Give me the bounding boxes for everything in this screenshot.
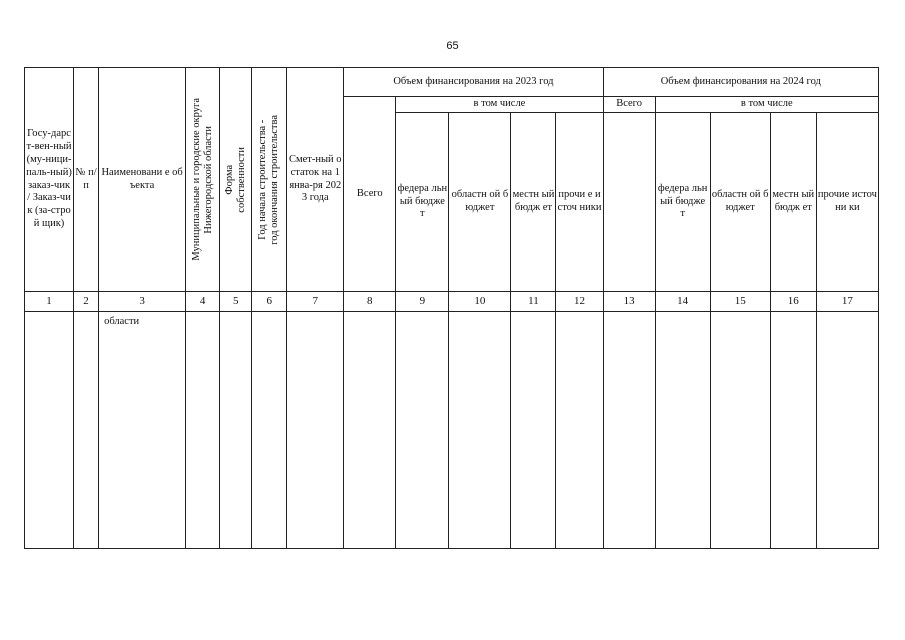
header-financing-2024: Объем финансирования на 2024 год	[603, 68, 878, 97]
table-cell	[220, 312, 252, 549]
header-other-2023: прочи е источ ники	[556, 113, 603, 292]
table-cell-object-name: области	[99, 312, 186, 549]
column-number: 6	[252, 292, 287, 312]
header-financing-2023: Объем финансирования на 2023 год	[344, 68, 603, 97]
table-cell	[556, 312, 603, 549]
header-total-2024: Всего	[603, 97, 655, 113]
header-estimated-balance: Смет-ный остаток на 1 янва-ря 2023 года	[287, 68, 344, 292]
header-construction-years: Год начала строительства - год окончания строительства	[252, 68, 287, 292]
column-number: 3	[99, 292, 186, 312]
table-cell	[396, 312, 449, 549]
column-number: 4	[186, 292, 220, 312]
column-number: 11	[511, 292, 556, 312]
table-cell	[511, 312, 556, 549]
column-numbers-row	[25, 292, 879, 312]
column-number: 14	[655, 292, 710, 312]
column-number: 2	[74, 292, 99, 312]
header-including-2023: в том числе	[396, 97, 603, 113]
header-ownership-form: Форма собственности	[220, 68, 252, 292]
header-total-2024-blank	[603, 113, 655, 292]
header-row-1	[25, 68, 879, 97]
table-cell	[770, 312, 816, 549]
table-cell	[252, 312, 287, 549]
financing-table	[24, 67, 879, 549]
table-row	[25, 312, 879, 549]
table-cell	[816, 312, 878, 549]
table-cell	[25, 312, 74, 549]
header-including-2024: в том числе	[655, 97, 878, 113]
column-number: 8	[344, 292, 396, 312]
column-number: 13	[603, 292, 655, 312]
header-municipal-districts: Муниципальные и городские округа Нижегородской области	[186, 68, 220, 292]
table-cell	[186, 312, 220, 549]
column-number: 5	[220, 292, 252, 312]
header-federal-2023: федера льный бюдже т	[396, 113, 449, 292]
header-number: № п/п	[74, 68, 99, 292]
table-cell	[74, 312, 99, 549]
table-cell	[603, 312, 655, 549]
column-number: 10	[449, 292, 511, 312]
table-cell	[655, 312, 710, 549]
header-other-2024: прочие источни ки	[816, 113, 878, 292]
header-local-2024: местн ый бюдж ет	[770, 113, 816, 292]
header-object-name: Наименовани е объекта	[99, 68, 186, 292]
column-number: 15	[710, 292, 770, 312]
header-federal-2024: федера льный бюдже т	[655, 113, 710, 292]
column-number: 7	[287, 292, 344, 312]
header-total-2023: Всего	[344, 97, 396, 292]
page-number: 65	[446, 40, 459, 52]
table-cell	[710, 312, 770, 549]
column-number: 16	[770, 292, 816, 312]
table-cell	[449, 312, 511, 549]
header-local-2023: местн ый бюдж ет	[511, 113, 556, 292]
column-number: 12	[556, 292, 603, 312]
header-customer: Госу-дарст-вен-ный (му-ници-паль-ный) заказ-чик / Заказ-чик (за-строй щик)	[25, 68, 74, 292]
table-cell	[287, 312, 344, 549]
header-regional-2024: областн ой бюджет	[710, 113, 770, 292]
column-number: 1	[25, 292, 74, 312]
column-number: 17	[816, 292, 878, 312]
table-cell	[344, 312, 396, 549]
header-regional-2023: областн ой бюджет	[449, 113, 511, 292]
column-number: 9	[396, 292, 449, 312]
